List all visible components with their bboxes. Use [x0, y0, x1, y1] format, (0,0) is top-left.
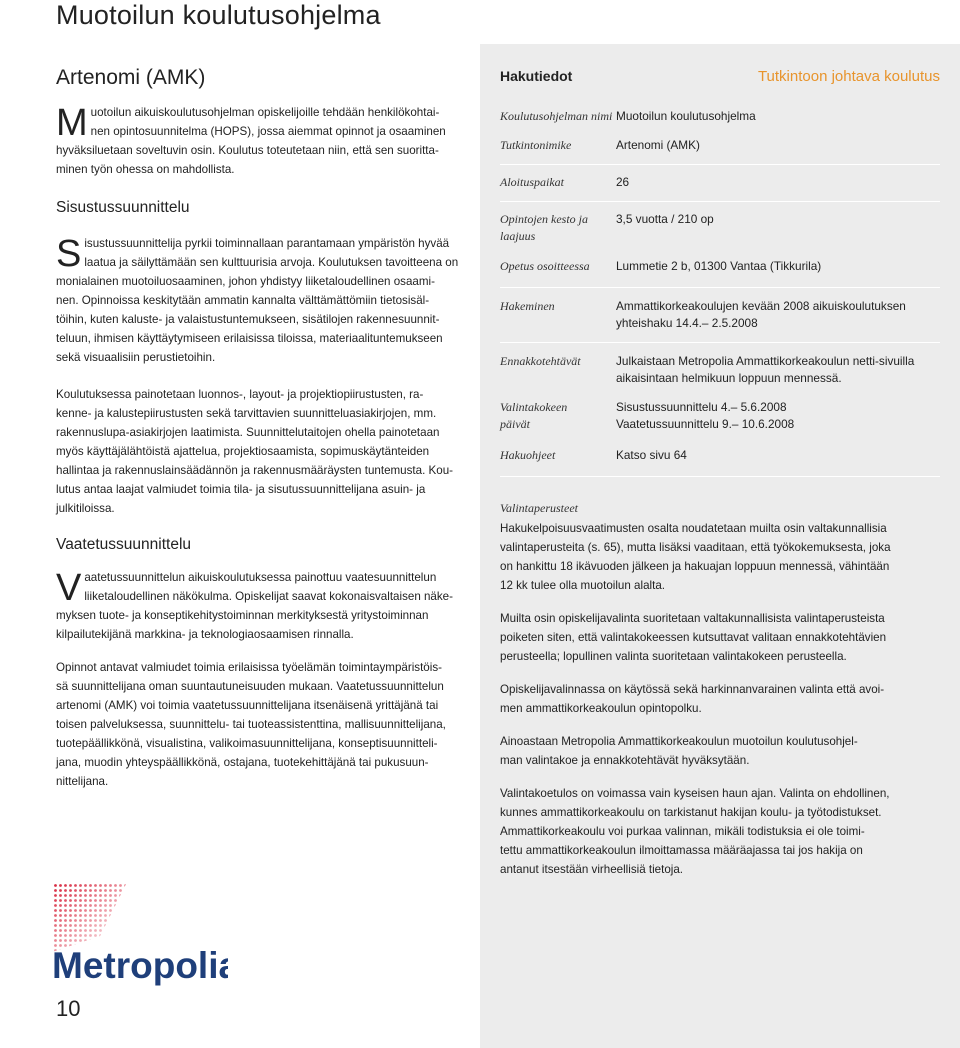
text-line: kenne- ja kalustepiirustusten sekä tarvittavien suunnitteluasiakirjojen, mm. — [56, 407, 437, 420]
text-line: on hankittu 18 ikävuoden jälkeen ja hakuajan loppuun mennessä, vähintään — [500, 560, 890, 573]
text-line: kunnes ammattikorkeakoulu on tarkistanut hakijan koulu- ja työtodistukset. — [500, 806, 882, 819]
text-line: Ainoastaan Metropolia Ammattikorkeakoulun muotoilun koulutusohjel- — [500, 735, 858, 748]
text-line: rakennuslupa-asiakirjojen laatimista. Suunnittelutaitojen ohella painotetaan — [56, 426, 440, 439]
vaatetus-dropcap: V — [56, 567, 82, 609]
text-line: valintaperusteita (s. 65), mutta lisäksi vaaditaan, että työkokemuksesta, joka — [500, 541, 891, 554]
info-label: Hakuohjeet — [500, 448, 556, 462]
text-line: minen työn ohessa on mahdollista. — [56, 163, 235, 176]
info-value: Artenomi (AMK) — [616, 138, 700, 152]
text-line: nen. Opinnoissa keskitytään ammatin kannalta välttämättömiin tietosisäl- — [56, 294, 430, 307]
valinta-paragraph-3 — [500, 680, 940, 718]
text-line: myksen tuote- ja konseptikehitystoiminnan merkityksestä yritystoiminnan — [56, 609, 429, 622]
text-line: laatua ja säilyttämään sen kulttuurisia arvoja. Koulutuksen tavoitteena on — [84, 256, 459, 269]
text-line: Hakukelpoisuusvaatimusten osalta noudatetaan muilta osin valtakunnallisia — [500, 522, 887, 535]
text-line: Muilta osin opiskelijavalinta suoritetaan valtakunnallisista valintaperusteista — [500, 612, 885, 625]
info-value — [616, 399, 940, 433]
text-line: lutus antaa laajat valmiudet toimia tila- ja sisutussuunnittelijana asuin- ja — [56, 483, 426, 496]
info-value: Lummetie 2 b, 01300 Vantaa (Tikkurila) — [616, 259, 822, 273]
info-row — [500, 258, 940, 275]
text-line: myös käyttäjälähtöistä ajattelua, projektiosaamista, sopimuskäytänteiden — [56, 445, 430, 458]
sisustus-dropcap: S — [56, 233, 82, 275]
logo-wordmark: Metropolia — [52, 945, 228, 986]
page-number: 10 — [56, 996, 81, 1021]
info-row — [500, 137, 940, 154]
info-value: Julkaistaan Metropolia Ammattikorkeakoulun netti-sivuilla aikaisintaan helmikuun loppuun mennessä. — [616, 354, 915, 385]
info-value-line: Sisustussuunnittelu 4.– 5.6.2008 — [616, 400, 787, 414]
text-line: isustussuunnittelija pyrkii toiminnallaan parantamaan ympäristön hyvää — [84, 237, 450, 250]
vaatetus-heading: Vaatetussuunnittelu — [56, 536, 192, 553]
info-value: 26 — [616, 175, 630, 189]
text-line: sä suunnittelijana oman suuntautuneisuuden mukaan. Vaatetussuunnittelun — [56, 680, 444, 693]
info-row — [500, 108, 940, 125]
sisustus-paragraph-1 — [56, 234, 468, 367]
info-label: Aloituspaikat — [500, 175, 564, 189]
info-row — [500, 399, 940, 433]
intro-dropcap: M — [56, 102, 88, 144]
info-panel — [480, 44, 960, 1048]
info-label: Valintakokeen päivät — [500, 400, 568, 431]
intro-paragraph — [56, 103, 468, 179]
text-line: liiketaloudellinen näkökulma. Opiskelijat saavat kokonaisvaltaisen näke- — [84, 590, 453, 603]
info-label: Koulutusohjelman nimi — [500, 109, 613, 123]
text-line: antanut itsestään virheellisiä tietoja. — [500, 863, 684, 876]
info-label: Hakeminen — [500, 299, 555, 313]
text-line: kilpailutekijänä markkina- ja teknologiaosaamisen rinnalla. — [56, 628, 354, 641]
info-value: Ammattikorkeakoulujen kevään 2008 aikuiskoulutuksen yhteishaku 14.4.– 2.5.2008 — [616, 299, 906, 330]
text-line: tettu ammattikorkeakoulun ilmoittamassa määräajassa tai jos hakija on — [500, 844, 863, 857]
info-label: Ennakkotehtävät — [500, 354, 581, 368]
info-label: Opetus osoitteessa — [500, 259, 590, 273]
info-row — [500, 298, 940, 332]
text-line: perusteella; lopullinen valinta suoritetaan valintakokeen perusteella. — [500, 650, 847, 663]
info-value: Katso sivu 64 — [616, 448, 687, 462]
text-line: Opiskelijavalinnassa on käytössä sekä harkinnanvarainen valinta että avoi- — [500, 683, 885, 696]
info-row — [500, 353, 940, 387]
text-line: sekä visuaalisiin perustietoihin. — [56, 351, 216, 364]
info-value: 3,5 vuotta / 210 op — [616, 212, 714, 226]
info-header-title: Hakutiedot — [500, 68, 573, 84]
valinta-paragraph-2 — [500, 609, 940, 666]
text-line: julkitiloissa. — [56, 502, 115, 515]
text-line: hallintaa ja rakennuslainsäädännön ja rakennusmääräysten tuntemusta. Kou- — [56, 464, 454, 477]
valintaperusteet-label: Valintaperusteet — [500, 501, 578, 515]
text-line: man valintakoe ja ennakkotehtävät hyväksytään. — [500, 754, 750, 767]
text-line: men ammattikorkeakoulun opintopolku. — [500, 702, 702, 715]
info-panel-header — [500, 68, 940, 98]
text-line: monialainen muotoiluosaaminen, johon yhdistyy liiketaloudellinen osaami- — [56, 275, 435, 288]
metropolia-logo-graphic — [48, 878, 228, 988]
page-title: Muotoilun koulutusohjelma — [56, 0, 381, 30]
info-value-line: Vaatetussuunnittelu 9.– 10.6.2008 — [616, 417, 795, 431]
info-row — [500, 174, 940, 191]
info-row — [500, 447, 940, 464]
vaatetus-paragraph-1 — [56, 568, 468, 644]
valinta-paragraph-4 — [500, 732, 940, 770]
text-line: töihin, kuten kaluste- ja valaistustuntemukseen, sisätilojen rakennesuunnit- — [56, 313, 440, 326]
valinta-paragraph-1 — [500, 519, 940, 595]
info-label: Tutkintonimike — [500, 138, 572, 152]
degree-heading: Artenomi (AMK) — [56, 66, 206, 89]
text-line: aatetussuunnittelun aikuiskoulutuksessa painottuu vaatesuunnittelun — [84, 571, 437, 584]
text-line: hyväksiluetaan soveltuvin osin. Koulutus toteutetaan niin, että sen suoritta- — [56, 144, 439, 157]
sisustus-paragraph-2 — [56, 385, 468, 518]
left-column — [56, 66, 468, 791]
info-label: Opintojen kesto ja laajuus — [500, 212, 588, 243]
info-header-accent: Tutkintoon johtava koulutus — [757, 68, 940, 85]
text-line: Ammattikorkeakoulu voi purkaa valinnan, mikäli todistuksia ei ole toimi- — [500, 825, 865, 838]
text-line: toisen palveluksessa, suunnittelu- tai tuoteassistenttina, mallisuunnittelijana, — [56, 718, 446, 731]
text-line: nen opintosuunnitelma (HOPS), jossa aiemmat opinnot ja osaaminen — [90, 125, 446, 138]
text-line: poiketen siten, että valintakokeessen kutsuttavat valitaan ennakkotehtävien — [500, 631, 887, 644]
vaatetus-paragraph-2 — [56, 658, 468, 791]
text-line: tuotepäällikkönä, visualistina, valikoimasuunnittelijana, konseptisuunnitteli- — [56, 737, 438, 750]
text-line: artenomi (AMK) voi toimia vaatetussuunnittelijana itsenäisenä yrittäjänä tai — [56, 699, 439, 712]
text-line: teluun, ihmisen käyttäytymiseen erilaisissa tiloissa, materiaalituntemukseen — [56, 332, 443, 345]
valinta-paragraph-5 — [500, 784, 940, 879]
text-line: jana, muodin yhteyspäällikkönä, ostajana, tuotekehittäjänä tai pukusuun- — [56, 756, 429, 769]
text-line: Opinnot antavat valmiudet toimia erilaisissa työelämän toimintaympäristöis- — [56, 661, 442, 674]
sisustus-heading: Sisustussuunnittelu — [56, 199, 190, 216]
text-line: nittelijana. — [56, 775, 109, 788]
metropolia-logo — [48, 878, 228, 988]
text-line: uotoilun aikuiskoulutusohjelman opiskelijoille tehdään henkilökohtai- — [90, 106, 440, 119]
info-row — [500, 211, 940, 245]
text-line: 12 kk tulee olla muotoilun alalta. — [500, 579, 665, 592]
text-line: Valintakoetulos on voimassa vain kyseisen haun ajan. Valinta on ehdollinen, — [500, 787, 890, 800]
text-line: Koulutuksessa painotetaan luonnos-, layout- ja projektiopiirustusten, ra- — [56, 388, 424, 401]
info-value: Muotoilun koulutusohjelma — [616, 109, 756, 123]
